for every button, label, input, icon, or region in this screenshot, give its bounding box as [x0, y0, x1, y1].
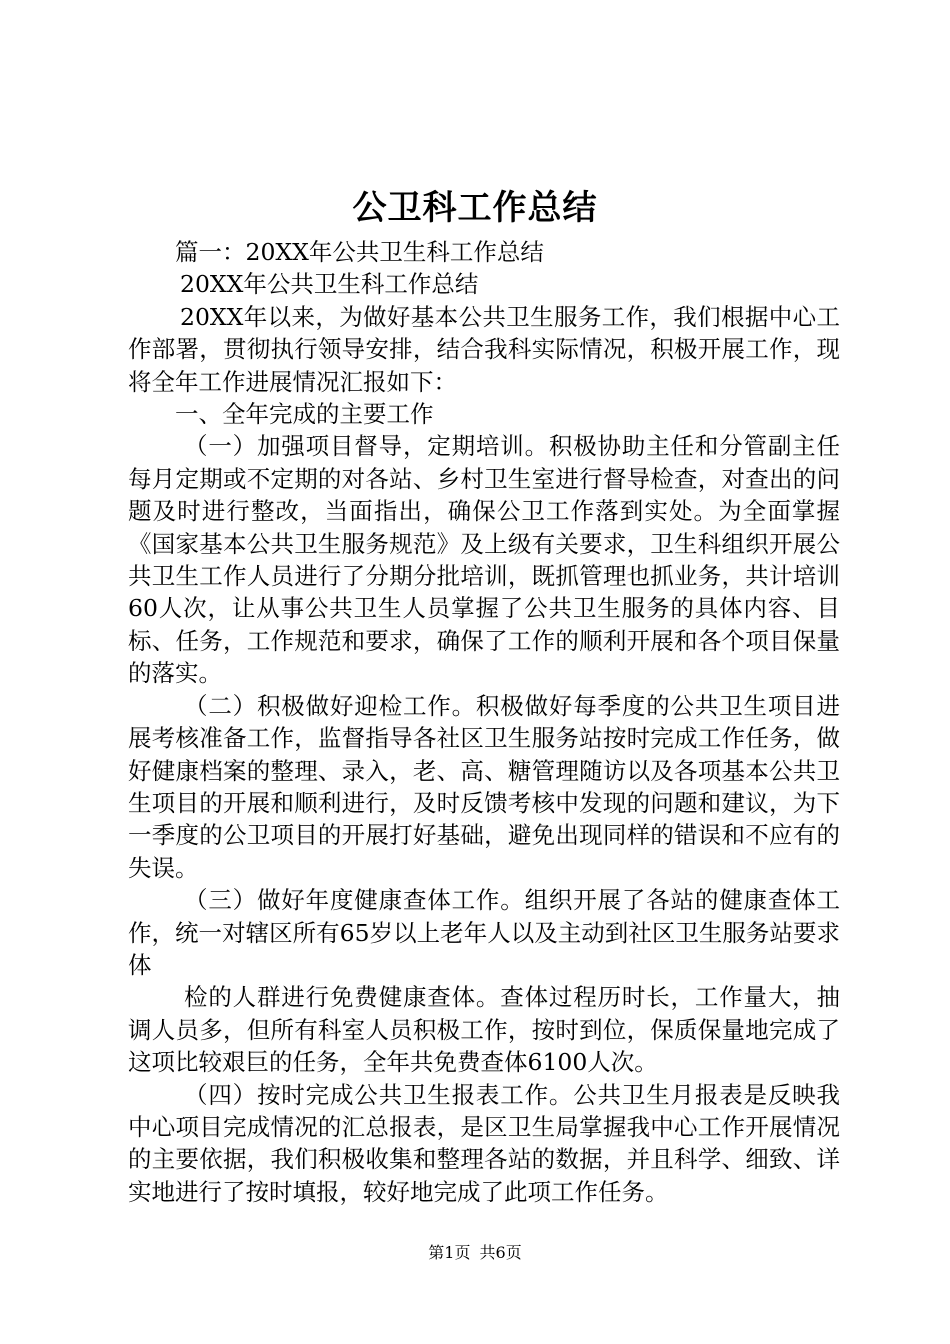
paragraph-section-heading: 一、全年完成的主要工作 — [175, 400, 434, 429]
paragraph-item-4: （四）按时完成公共卫生报表工作。公共卫生月报表是反映我中心项目完成情况的汇总报表，是区卫生局掌握我中心工作开展情况的主要依据，我们积极收集和整理各站的数据，并且科学、细致、详实地进行了按时填报，较好地完成了此项工作任务。 — [128, 1080, 840, 1206]
paragraph-subtitle: 20XX年公共卫生科工作总结 — [180, 270, 479, 299]
paragraph-heading-part1: 篇一：20XX年公共卫生科工作总结 — [175, 238, 544, 266]
paragraph-item-1: （一）加强项目督导，定期培训。积极协助主任和分管副主任每月定期或不定期的对各站、乡村卫生室进行督导检查，对查出的问题及时进行整改，当面指出，确保公卫工作落到实处。为全面掌握《国家基本公共卫生服务规范》及上级有关要求，卫生科组织开展公共卫生工作人员进行了分期分批培训，既抓管理也抓业务，共计培训60人次，让从事公共卫生人员掌握了公共卫生服务的具体内容、目标、任务，工作规范和要求，确保了工作的顺利开展和各个项目保量的落实。 — [128, 432, 840, 688]
document-title: 公卫科工作总结 — [352, 188, 598, 228]
page-number: 第1页 — [428, 1243, 471, 1262]
page-footer — [0, 1242, 950, 1264]
paragraph-intro: 20XX年以来，为做好基本公共卫生服务工作，我们根据中心工作部署，贯彻执行领导安排，结合我科实际情况，积极开展工作，现将全年工作进展情况汇报如下： — [128, 302, 840, 396]
paragraph-item-3: （三）做好年度健康查体工作。组织开展了各站的健康查体工作，统一对辖区所有65岁以上老年人以及主动到社区卫生服务站要求体 — [128, 886, 840, 979]
document-body — [128, 236, 840, 1208]
paragraph-item-2: （二）积极做好迎检工作。积极做好每季度的公共卫生项目进展考核准备工作，监督指导各社区卫生服务站按时完成工作任务，做好健康档案的整理、录入，老、高、糖管理随访以及各项基本公共卫生项目的开展和顺利进行，及时反馈考核中发现的问题和建议，为下一季度的公卫项目的开展打好基础，避免出现同样的错误和不应有的失误。 — [128, 691, 840, 882]
page-total: 共6页 — [479, 1243, 522, 1262]
paragraph-item-3-continued: 检的人群进行免费健康查体。查体过程历时长，工作量大，抽调人员多，但所有科室人员积极工作，按时到位，保质保量地完成了这项比较艰巨的任务，全年共免费查体6100人次。 — [128, 983, 840, 1077]
